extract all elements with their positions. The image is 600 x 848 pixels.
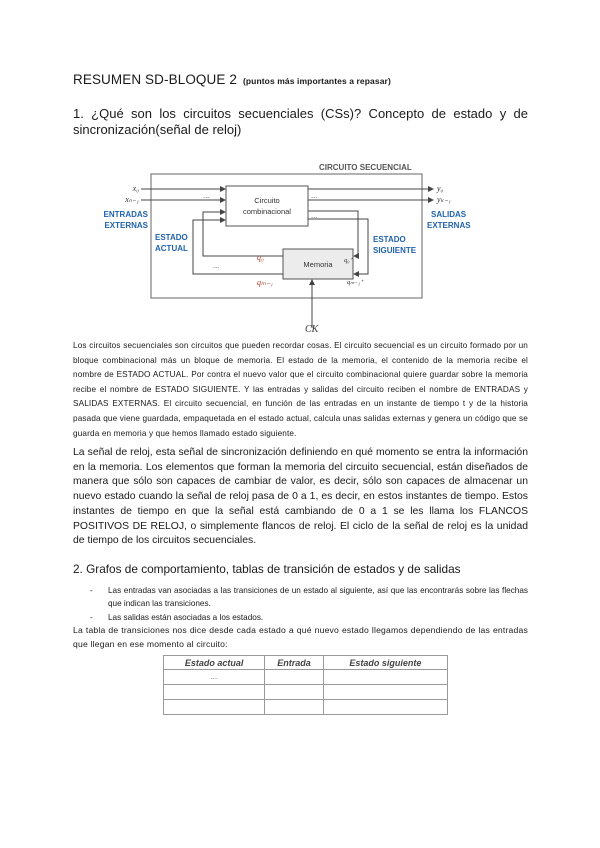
comb-label-1: Circuito	[254, 196, 280, 205]
page-title	[73, 72, 391, 87]
estado-actual-2: ACTUAL	[155, 244, 188, 253]
input-dots: ...	[203, 191, 210, 200]
memory-label: Memoria	[303, 260, 333, 269]
transition-table	[163, 655, 448, 715]
entradas-label-1: ENTRADAS	[103, 210, 148, 219]
table-cell	[164, 700, 265, 715]
estado-siguiente-2: SIGUIENTE	[373, 246, 417, 255]
bullet-text: Las entradas van asociadas a las transiciones de un estado al siguiente, así que las encontrarás sobre las flechas que indican las transiciones.	[108, 586, 528, 609]
bullet-text: Las salidas están asociadas a los estados.	[108, 612, 264, 622]
output-dots: ...	[311, 191, 318, 200]
bullet-marker: -	[90, 612, 93, 622]
col-estado-siguiente: Estado siguiente	[323, 656, 447, 670]
input-xn1: xₙ₋₁	[125, 195, 139, 204]
title-subtitle: (puntos más importantes a repasar)	[242, 76, 391, 86]
clock-label: CK	[305, 324, 319, 334]
bullet-marker: -	[90, 586, 93, 595]
table-cell	[323, 700, 447, 715]
q0-label: q₀	[257, 253, 264, 262]
paragraph-clock-signal: La señal de reloj, esta señal de sincronización definiendo en qué momento se entra la información en la memoria. Los elementos que forman la memoria del circuito secuencial, están diseñados de manera que sólo son capaces de cambiar de valor, es decir, sólo son capaces de almacenar un nuevo estado cuando la señal de reloj pasa de 0 a 1, es decir, en estos instantes de tiempo. Estos instantes de tiempo en que la señal está cambiando de 0 a 1 se les llama los FLANCOS POSITIVOS DE RELOJ, o simplemente flancos de reloj. El ciclo de la señal de reloj es la unidad de tiempo de los circuitos secuenciales.	[73, 447, 528, 547]
estado-actual-1: ESTADO	[155, 233, 188, 242]
table-row	[164, 700, 448, 715]
estado-siguiente-1: ESTADO	[373, 235, 406, 244]
col-estado-actual: Estado actual	[164, 656, 265, 670]
table-cell: ....	[164, 670, 265, 685]
salidas-label-1: SALIDAS	[431, 210, 467, 219]
table-cell	[323, 670, 447, 685]
table-row	[164, 670, 448, 685]
table-cell	[323, 685, 447, 700]
entradas-label-2: EXTERNAS	[104, 221, 148, 230]
table-intro: La tabla de transiciones nos dice desde cada estado a qué nuevo estado llegamos dependiendo de las entradas que llegan en ese momento al circuito:	[73, 625, 528, 649]
combinational-block	[226, 186, 308, 226]
table-row	[164, 685, 448, 700]
section2-heading: 2. Grafos de comportamiento, tablas de transición de estados y de salidas	[73, 562, 461, 576]
table-cell	[265, 670, 324, 685]
salidas-label-2: EXTERNAS	[427, 221, 471, 230]
col-entrada: Entrada	[265, 656, 324, 670]
state-dots: ...	[213, 261, 220, 270]
list-item	[90, 611, 528, 624]
title-text: RESUMEN SD-BLOQUE 2	[73, 72, 237, 87]
input-x0: x₀	[132, 184, 139, 193]
qm1-label: qₘ₋₁	[257, 278, 273, 287]
q0-next: q₀⁺	[344, 257, 353, 264]
paragraph-sequential-circuits: Los circuitos secuenciales son circuitos que pueden recordar cosas. El circuito secuencial es un circuito formado por un bloque combinacional más un bloque de memoria. El estado de la memoria, el contenido de la memoria recibe el nombre de ESTADO ACTUAL. Por contra el nuevo valor que el circuito combinacional quiere guardar sobre la memoria recibe el nombre de ESTADO SIGUIENTE. Y las entradas y salidas del circuito reciben el nombre de ENTRADAS y SALIDAS EXTERNAS. El circuito secuencial, en función de las entradas en un instante de tiempo t y de la historia pasada que viene guardada, empaquetada en el estado actual, calcula unas salidas externas y genera un código que se guarda en memoria y que hemos llamado estado siguiente.	[73, 341, 528, 438]
table-cell	[164, 685, 265, 700]
output-yk1: yₖ₋₁	[437, 195, 451, 204]
qm1-next: qₘ₋₁⁺	[347, 279, 364, 286]
table-cell	[265, 685, 324, 700]
section1-heading: 1. ¿Qué son los circuitos secuenciales (CSs)? Concepto de estado y de sincronización(señal de reloj)	[73, 106, 528, 137]
table-cell	[265, 700, 324, 715]
next-dots: ...	[311, 211, 318, 220]
bullet-list	[90, 584, 528, 624]
list-item	[90, 584, 528, 611]
sequential-circuit-diagram	[73, 156, 523, 334]
diagram-title: CIRCUITO SECUENCIAL	[319, 163, 412, 172]
comb-label-2: combinacional	[243, 207, 291, 216]
output-y0: y₀	[437, 184, 444, 193]
table-header-row	[164, 656, 448, 670]
